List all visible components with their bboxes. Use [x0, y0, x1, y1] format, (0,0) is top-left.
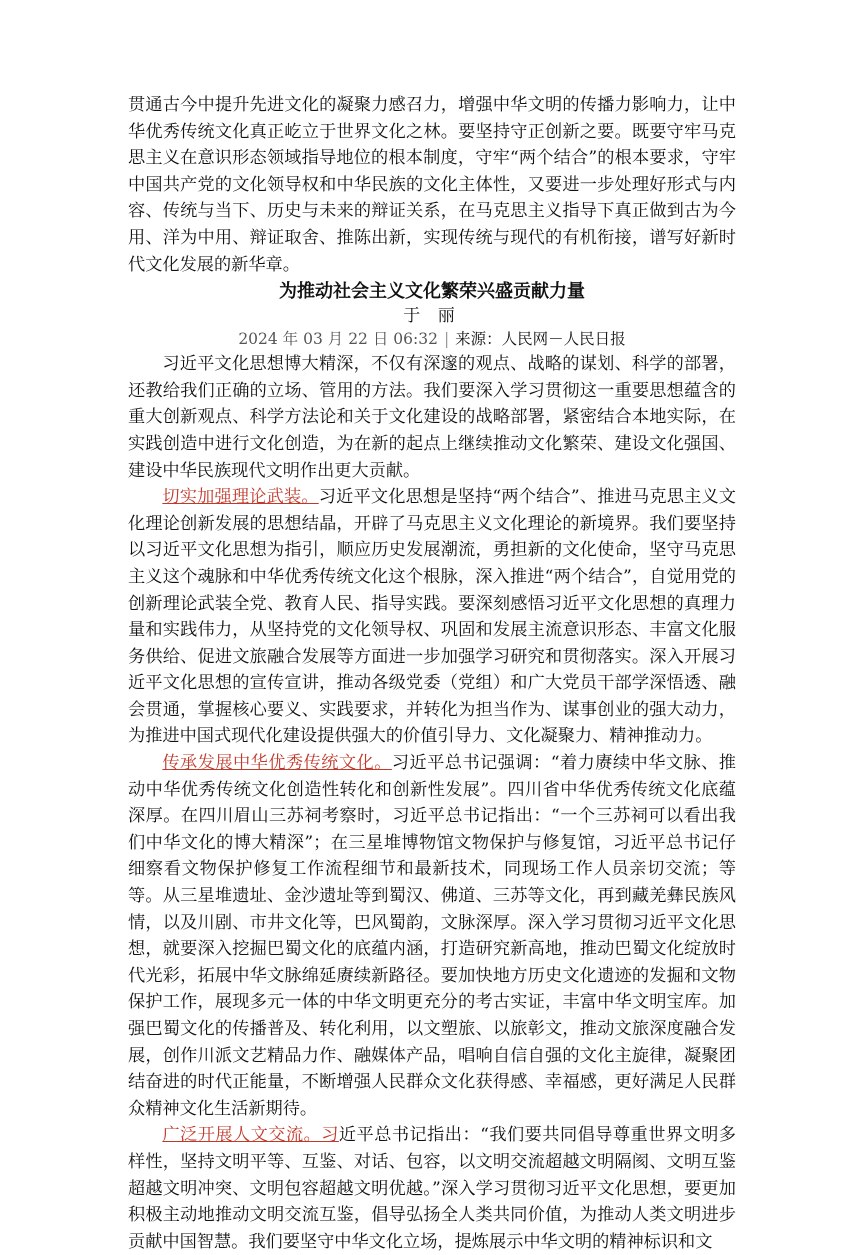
- article-author: 于 丽: [403, 306, 461, 327]
- lead-paragraph: 贯通古今中提升先进文化的凝聚力感召力，增强中华文明的传播力影响力，让中华优秀传统文化真正屹立于世界文化之林。要坚持守正创新之要。既要守牢马克思主义在意识形态领域指导地位的根本制度，守牢“两个结合”的根本要求，守牢中国共产党的文化领导权和中华民族的文化主体性，又要进一步处理好形式与内容、传统与当下、历史与未来的辩证关系，在马克思主义指导下真正做到古为今用、洋为中用、辩证取舍、推陈出新，实现传统与现代的有机衔接，谱写好新时代文化发展的新华章。: [128, 95, 736, 275]
- section-paragraph: [128, 1122, 736, 1255]
- article-title: 为推动社会主义文化繁荣兴盛贡献力量: [279, 281, 585, 303]
- meta-separator: |: [443, 330, 450, 349]
- section-paragraph: [128, 484, 736, 750]
- section-heading-link[interactable]: 传承发展中华优秀传统文化。: [162, 753, 392, 774]
- section-paragraph: [128, 750, 736, 1122]
- section-heading-link[interactable]: 切实加强理论武装。: [162, 487, 319, 508]
- section-body: 习近平总书记强调：“着力赓续中华文脉、推动中华优秀传统文化创造性转化和创新性发展”。四川省中华优秀传统文化底蕴深厚。在四川眉山三苏祠考察时，习近平总书记指出：“一个三苏祠可以看出我们中华文化的博大精深”；在三星堆博物馆文物保护与修复馆，习近平总书记仔细察看文物保护修复工作流程细节和最新技术，同现场工作人员亲切交流；等等。从三星堆遗址、金沙遗址等到蜀汉、佛道、三苏等文化，再到藏羌彝民族风情，以及川剧、市井文化等，巴风蜀韵，文脉深厚。深入学习贯彻习近平文化思想，就要深入挖掘巴蜀文化的底蕴内涵，打造研究新高地，推动巴蜀文化绽放时代光彩，拓展中华文脉绵延赓续新路径。要加快地方历史文化遗迹的发掘和文物保护工作，展现多元一体的中华文明更充分的考古实证，丰富中华文明宝库。加强巴蜀文化的传播普及、转化利用，以文塑旅、以旅彰文，推动文旅深度融合发展，创作川派文艺精品力作、融媒体产品，唱响自信自强的文化主旋律，凝聚团结奋进的时代正能量，不断增强人民群众文化获得感、幸福感，更好满足人民群众精神文化生活新期待。: [128, 753, 736, 1119]
- section-body: 习近平文化思想是坚持“两个结合”、推进马克思主义文化理论创新发展的思想结晶，开辟了马克思主义文化理论的新境界。我们要坚持以习近平文化思想为指引，顺应历史发展潮流，勇担新的文化使命，坚守马克思主义这个魂脉和中华优秀传统文化这个根脉，深入推进“两个结合”，自觉用党的创新理论武装全党、教育人民、指导实践。要深刻感悟习近平文化思想的真理力量和实践伟力，从坚持党的文化领导权、巩固和发展主流意识形态、丰富文化服务供给、促进文旅融合发展等方面进一步加强学习研究和贯彻落实。深入开展习近平文化思想的宣传宣讲，推动各级党委（党组）和广大党员干部学深悟透、融会贯通，掌握核心要义、实践要求，并转化为担当作为、谋事创业的强大动力，为推进中国式现代化建设提供强大的价值引导力、文化凝聚力、精神推动力。: [128, 487, 736, 747]
- section-heading-link[interactable]: 广泛开展人文交流。习: [162, 1125, 339, 1146]
- article-source: 来源：人民网－人民日报: [455, 330, 626, 349]
- article-meta: [128, 328, 736, 351]
- article-date: 2024 年 03 月 22 日 06:32: [238, 330, 438, 349]
- intro-paragraph: 习近平文化思想博大精深，不仅有深邃的观点、战略的谋划、科学的部署，还教给我们正确的立场、管用的方法。我们要深入学习贯彻这一重要思想蕴含的重大创新观点、科学方法论和关于文化建设的战略部署，紧密结合本地实际，在实践创造中进行文化创造，为在新的起点上继续推动文化繁荣、建设文化强国、建设中华民族现代文明作出更大贡献。: [128, 354, 736, 481]
- section-body: 近平总书记指出：“我们要共同倡导尊重世界文明多样性，坚持文明平等、互鉴、对话、包容，以文明交流超越文明隔阂、文明互鉴超越文明冲突、文明包容超越文明优越。”深入学习贯彻习近平文化思想，要更加积极主动地推动文明交流互鉴，倡导弘扬全人类共同价值，为推动人类文明进步贡献中国智慧。我们要坚守中华文化立场，提炼展示中华文明的精神标识和文: [128, 1125, 736, 1252]
